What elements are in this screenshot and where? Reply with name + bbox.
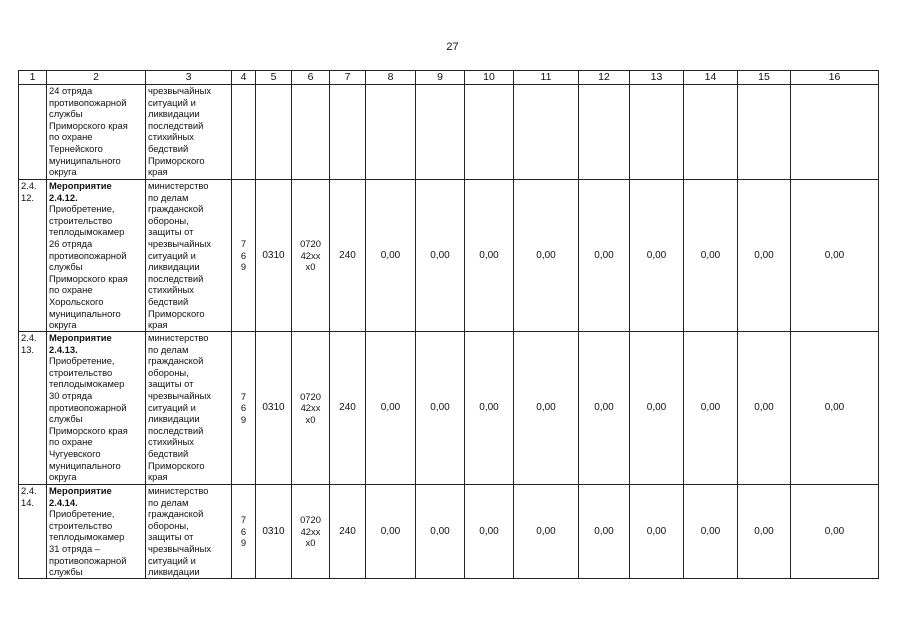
item-number-cell — [19, 180, 47, 332]
cell-line: министерство — [148, 180, 209, 191]
amount-cell: 0,00 — [465, 180, 514, 332]
cell-line: Приморского края — [49, 119, 128, 131]
amount-cell — [416, 85, 465, 180]
cell-line: 6 — [240, 525, 247, 537]
cell-line: обороны, — [148, 519, 189, 531]
amount-cell: 0,00 — [514, 485, 579, 579]
amount-cell: 0,00 — [630, 332, 684, 485]
activity-name-cell — [47, 332, 146, 485]
cell-line: Хорольского — [49, 295, 104, 307]
cell-line: теплодымокамер — [49, 531, 125, 543]
section-code-cell: 0310 — [256, 180, 292, 332]
cell-line: ситуаций и — [148, 249, 196, 261]
cell-line: 0720 — [300, 390, 321, 402]
activity-name-cell — [47, 180, 146, 332]
grbs-code-cell — [232, 180, 256, 332]
cell-line: 6 — [240, 402, 247, 414]
cell-line: чрезвычайных — [148, 237, 212, 249]
amount-cell: 0,00 — [579, 485, 630, 579]
cell-line: Приморского — [148, 154, 205, 166]
column-header: 1 — [19, 71, 47, 85]
column-header: 7 — [330, 71, 366, 85]
amount-cell — [514, 85, 579, 180]
cell-line: противопожарной — [49, 249, 127, 261]
cell-line: службы — [49, 261, 83, 273]
cell-line: теплодымокамер — [49, 226, 125, 238]
cell-line: х0 — [305, 261, 316, 273]
cell-line: Приобретение, — [49, 203, 115, 215]
target-article-cell — [292, 180, 330, 332]
cell-line: Мероприятие — [49, 332, 112, 343]
cell-line: бедствий — [148, 447, 189, 459]
grbs-code-cell — [232, 332, 256, 485]
cell-line: 9 — [240, 537, 247, 549]
cell-line: 0720 — [300, 238, 321, 250]
amount-cell — [579, 85, 630, 180]
cell-line: 42хх — [300, 249, 321, 261]
cell-line: стихийных — [148, 131, 194, 143]
cell-line: стихийных — [148, 284, 194, 296]
amount-cell: 0,00 — [738, 485, 791, 579]
amount-cell: 0,00 — [465, 332, 514, 485]
cell-line: Приморского — [148, 307, 205, 319]
expense-type-cell: 240 — [330, 180, 366, 332]
cell-line: защиты от — [148, 226, 194, 238]
cell-line: гражданской — [148, 203, 204, 215]
cell-line: службы — [49, 108, 83, 120]
target-article-cell — [292, 85, 330, 180]
cell-line: 42хх — [300, 402, 321, 414]
amount-cell: 0,00 — [630, 180, 684, 332]
cell-line: службы — [49, 566, 83, 578]
cell-line: 9 — [240, 261, 247, 273]
cell-line: 2.4.14. — [49, 496, 78, 508]
cell-line: министерство — [148, 485, 209, 496]
cell-line: ликвидации — [148, 566, 200, 578]
cell-line: Приморского края — [49, 424, 128, 436]
cell-line: 26 отряда — [49, 237, 93, 249]
activity-name-cell — [47, 485, 146, 579]
amount-cell — [465, 85, 514, 180]
cell-line: обороны, — [148, 214, 189, 226]
column-header: 8 — [366, 71, 416, 85]
executor-cell — [146, 485, 232, 579]
cell-line: 7 — [240, 513, 247, 525]
cell-line: Приобретение, — [49, 355, 115, 367]
grbs-code-cell — [232, 85, 256, 180]
cell-line: Приморского края — [49, 272, 128, 284]
amount-cell: 0,00 — [791, 332, 879, 485]
cell-line: строительство — [49, 366, 113, 378]
expense-type-cell: 240 — [330, 485, 366, 579]
cell-line: бедствий — [148, 295, 189, 307]
amount-cell: 0,00 — [514, 180, 579, 332]
cell-line: защиты от — [148, 378, 194, 390]
cell-line: последствий — [148, 119, 204, 131]
activity-name-cell — [47, 85, 146, 180]
amount-cell: 0,00 — [630, 485, 684, 579]
cell-line: 30 отряда — [49, 389, 93, 401]
cell-line: теплодымокамер — [49, 378, 125, 390]
column-header: 3 — [146, 71, 232, 85]
cell-line: защиты от — [148, 531, 194, 543]
column-header: 16 — [791, 71, 879, 85]
cell-line: Приобретение, — [49, 508, 115, 520]
cell-line: Приморского — [148, 459, 205, 471]
column-header: 2 — [47, 71, 146, 85]
cell-line: по делам — [148, 343, 189, 355]
item-number-cell — [19, 485, 47, 579]
cell-line: противопожарной — [49, 96, 127, 108]
expense-type-cell — [330, 85, 366, 180]
item-number-cell — [19, 85, 47, 180]
amount-cell: 0,00 — [684, 485, 738, 579]
amount-cell: 0,00 — [416, 485, 465, 579]
cell-line: гражданской — [148, 508, 204, 520]
cell-line: чрезвычайных — [148, 542, 212, 554]
amount-cell: 0,00 — [465, 485, 514, 579]
cell-line: ликвидации — [148, 413, 200, 425]
cell-line: 7 — [240, 390, 247, 402]
column-header: 14 — [684, 71, 738, 85]
cell-line: ликвидации — [148, 261, 200, 273]
cell-line: 2.4. — [21, 485, 37, 496]
amount-cell — [738, 85, 791, 180]
amount-cell — [684, 85, 738, 180]
cell-line: по охране — [49, 131, 93, 143]
cell-line: 0720 — [300, 513, 321, 525]
cell-line: 7 — [240, 238, 247, 250]
target-article-cell — [292, 332, 330, 485]
column-header: 11 — [514, 71, 579, 85]
cell-line: 2.4.13. — [49, 343, 78, 355]
column-header: 13 — [630, 71, 684, 85]
section-code-cell — [256, 85, 292, 180]
cell-line: округа — [49, 166, 77, 178]
cell-line: чрезвычайных — [148, 389, 212, 401]
amount-cell: 0,00 — [579, 332, 630, 485]
cell-line: округа — [49, 471, 77, 483]
cell-line: по делам — [148, 191, 189, 203]
executor-cell — [146, 85, 232, 180]
column-header: 4 — [232, 71, 256, 85]
amount-cell: 0,00 — [366, 180, 416, 332]
cell-line: муниципального — [49, 307, 121, 319]
target-article-cell — [292, 485, 330, 579]
cell-line: бедствий — [148, 142, 189, 154]
cell-line: министерство — [148, 332, 209, 343]
cell-line: 13. — [21, 343, 35, 355]
column-number-row — [19, 71, 879, 85]
page-number: 27 — [446, 41, 459, 53]
amount-cell: 0,00 — [684, 180, 738, 332]
cell-line: по делам — [148, 496, 189, 508]
cell-line: строительство — [49, 214, 113, 226]
cell-line: 2.4. — [21, 332, 37, 343]
budget-table — [18, 70, 879, 579]
cell-line: края — [148, 166, 168, 178]
cell-line: последствий — [148, 272, 204, 284]
amount-cell: 0,00 — [684, 332, 738, 485]
expense-type-cell: 240 — [330, 332, 366, 485]
cell-line: ситуаций и — [148, 96, 196, 108]
cell-line: противопожарной — [49, 554, 127, 566]
column-header: 15 — [738, 71, 791, 85]
cell-line: строительство — [49, 519, 113, 531]
cell-line: Тернейского — [49, 142, 103, 154]
column-header: 12 — [579, 71, 630, 85]
section-code-cell: 0310 — [256, 332, 292, 485]
cell-line: х0 — [305, 537, 316, 549]
cell-line: по охране — [49, 284, 93, 296]
cell-line: Мероприятие — [49, 180, 112, 191]
amount-cell — [791, 85, 879, 180]
cell-line: гражданской — [148, 355, 204, 367]
amount-cell — [366, 85, 416, 180]
cell-line: противопожарной — [49, 401, 127, 413]
section-code-cell: 0310 — [256, 485, 292, 579]
grbs-code-cell — [232, 485, 256, 579]
amount-cell: 0,00 — [366, 332, 416, 485]
amount-cell — [630, 85, 684, 180]
cell-line: 14. — [21, 496, 35, 508]
amount-cell: 0,00 — [738, 180, 791, 332]
executor-cell — [146, 180, 232, 332]
cell-line: Чугуевского — [49, 447, 101, 459]
cell-line: ликвидации — [148, 108, 200, 120]
cell-line: Мероприятие — [49, 485, 112, 496]
column-header: 5 — [256, 71, 292, 85]
cell-line: по охране — [49, 436, 93, 448]
amount-cell: 0,00 — [416, 180, 465, 332]
cell-line: муниципального — [49, 459, 121, 471]
cell-line: 12. — [21, 191, 35, 203]
cell-line: чрезвычайных — [148, 85, 212, 96]
amount-cell: 0,00 — [579, 180, 630, 332]
table-row — [19, 485, 879, 579]
cell-line: края — [148, 471, 168, 483]
item-number-cell — [19, 332, 47, 485]
column-header: 9 — [416, 71, 465, 85]
cell-line: 2.4.12. — [49, 191, 78, 203]
amount-cell: 0,00 — [791, 485, 879, 579]
cell-line: х0 — [305, 413, 316, 425]
cell-line: ситуаций и — [148, 554, 196, 566]
amount-cell: 0,00 — [416, 332, 465, 485]
cell-line: обороны, — [148, 366, 189, 378]
cell-line: 9 — [240, 413, 247, 425]
cell-line: службы — [49, 413, 83, 425]
amount-cell: 0,00 — [791, 180, 879, 332]
table-row — [19, 180, 879, 332]
amount-cell: 0,00 — [738, 332, 791, 485]
cell-line: 31 отряда – — [49, 542, 101, 554]
cell-line: 24 отряда — [49, 85, 93, 96]
amount-cell: 0,00 — [514, 332, 579, 485]
table-row — [19, 85, 879, 180]
column-header: 6 — [292, 71, 330, 85]
cell-line: 42хх — [300, 525, 321, 537]
cell-line: муниципального — [49, 154, 121, 166]
column-header: 10 — [465, 71, 514, 85]
executor-cell — [146, 332, 232, 485]
cell-line: последствий — [148, 424, 204, 436]
cell-line: стихийных — [148, 436, 194, 448]
cell-line: 6 — [240, 249, 247, 261]
cell-line: ситуаций и — [148, 401, 196, 413]
amount-cell: 0,00 — [366, 485, 416, 579]
cell-line: округа — [49, 319, 77, 331]
table-row — [19, 332, 879, 485]
cell-line: края — [148, 319, 168, 331]
cell-line: 2.4. — [21, 180, 37, 191]
